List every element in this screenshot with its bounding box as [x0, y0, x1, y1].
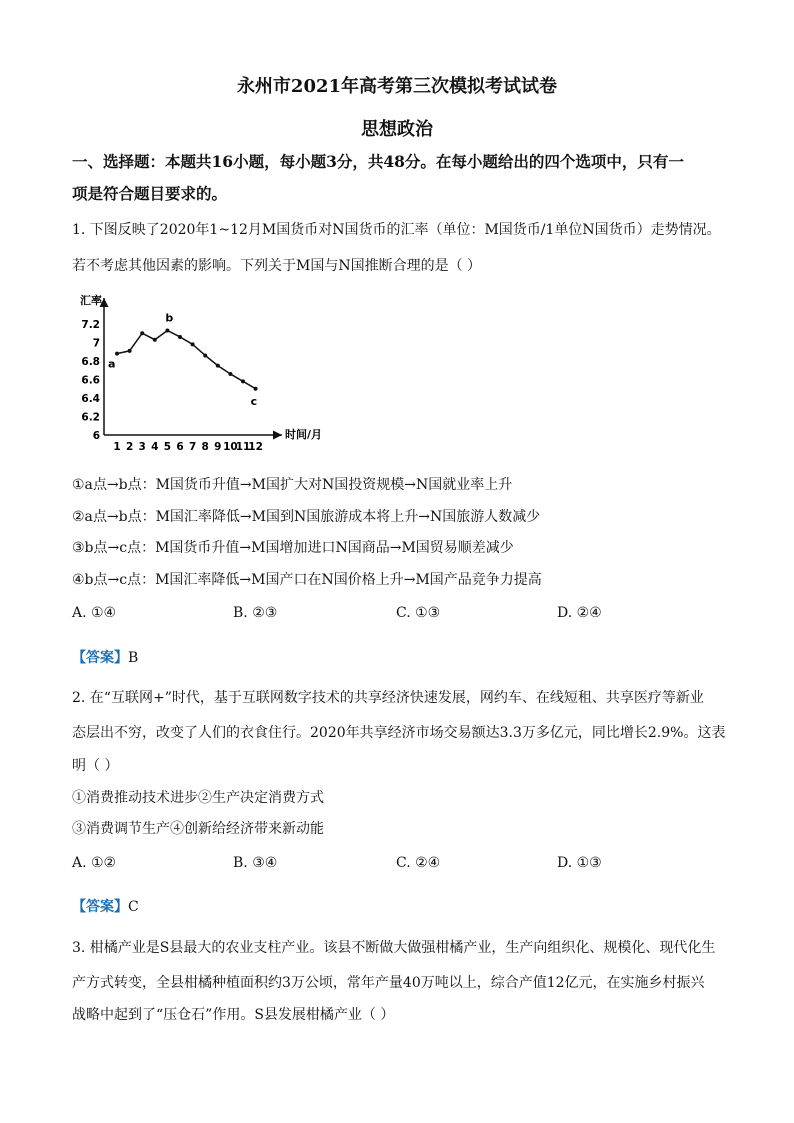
q1-item-3: ③b点→c点：M国货币升值→M国增加进口N国商品→M国贸易顺差减少	[72, 540, 514, 556]
point-label-c: c	[250, 394, 258, 408]
section-heading-line2: 项是符合题目要求的。	[72, 184, 228, 203]
data-point	[115, 352, 119, 356]
point-label-b: b	[165, 311, 174, 325]
q2-item-2: ③消费调节生产④创新给经济带来新动能	[72, 821, 324, 837]
q1-item-2: ②a点→b点：M国汇率降低→M国到N国旅游成本将上升→N国旅游人数减少	[72, 509, 541, 525]
y-tick-label: 6	[92, 430, 100, 442]
q2-answer	[72, 896, 139, 916]
data-point	[191, 342, 195, 346]
q2-stem-line1: 2. 在“互联网+”时代，基于互联网数字技术的共享经济快速发展，网约车、在线短租、共享医疗等新业	[72, 690, 704, 706]
q3-stem-line3: 战略中起到了“压仓石”作用。S县发展柑橘产业（ ）	[72, 1007, 395, 1023]
q1-option-b: B. ②③	[233, 605, 278, 621]
data-point	[203, 353, 207, 357]
data-point	[153, 338, 157, 342]
x-tick-label: 5	[163, 441, 172, 453]
data-point	[216, 364, 220, 368]
data-point	[128, 349, 132, 353]
x-tick-label: 7	[188, 441, 197, 453]
q2-stem-line3: 明（ ）	[72, 758, 119, 774]
answer-tag: 【答案】	[72, 899, 128, 915]
answer-tag: 【答案】	[72, 650, 128, 666]
x-tick-label: 12	[248, 441, 263, 453]
q1-option-a: A. ①④	[72, 605, 117, 621]
point-label-a: a	[108, 357, 116, 371]
y-tick-label: 7	[92, 337, 100, 350]
exam-title: 永州市2021年高考第三次模拟考试试卷	[236, 76, 558, 97]
x-tick-label: 3	[138, 441, 146, 453]
data-point	[178, 335, 182, 339]
series-line	[117, 330, 256, 388]
exchange-rate-chart	[72, 290, 362, 460]
q1-option-c: C. ①③	[396, 605, 441, 621]
data-point	[241, 379, 245, 383]
q1-item-1: ①a点→b点：M国货币升值→M国扩大对N国投资规模→N国就业率上升	[72, 477, 513, 493]
q2-option-c: C. ②④	[396, 855, 441, 871]
q3-stem-line1: 3. 柑橘产业是S县最大的农业支柱产业。该县不断做大做强柑橘产业，生产向组织化、规模化、现代化生	[72, 940, 716, 956]
data-point	[228, 372, 232, 376]
data-point	[254, 387, 258, 391]
x-tick-label: 2	[125, 441, 134, 453]
q1-answer	[72, 647, 138, 667]
q1-option-d: D. ②④	[557, 605, 602, 621]
x-tick-label: 8	[201, 441, 209, 453]
x-tick-label: 1	[113, 441, 121, 453]
q3-stem-line2: 产方式转变，全县柑橘种植面积约3万公顷，常年产量40万吨以上，综合产值12亿元，在实施乡村振兴	[72, 975, 705, 991]
y-tick-label: 6.4	[81, 393, 100, 405]
x-tick-label: 4	[151, 441, 159, 453]
data-point	[165, 328, 169, 332]
y-tick-label: 6.2	[81, 411, 100, 424]
q1-stem-line2: 若不考虑其他因素的影响。下列关于M国与N国推断合理的是（ ）	[72, 258, 482, 274]
x-tick-label: 9	[214, 441, 222, 453]
data-point	[140, 331, 144, 335]
subject-title: 思想政治	[361, 119, 433, 140]
x-tick-label: 6	[176, 441, 184, 453]
q2-item-1: ①消费推动技术进步②生产决定消费方式	[72, 790, 324, 806]
q2-option-b: B. ③④	[233, 855, 278, 871]
y-tick-label: 6.6	[81, 374, 100, 387]
answer-value: B	[128, 650, 139, 666]
q2-option-a: A. ①②	[72, 855, 117, 871]
q2-option-d: D. ①③	[557, 855, 602, 871]
x-tick-label: 11	[235, 441, 251, 453]
q1-item-4: ④b点→c点：M国汇率降低→M国产口在N国价格上升→M国产品竞争力提高	[72, 572, 542, 588]
y-tick-label: 7.2	[81, 319, 100, 331]
q1-stem-line1: 1. 下图反映了2020年1~12月M国货币对N国货币的汇率（单位：M国货币/1单位N国货币）走势情况。	[72, 222, 721, 238]
y-axis-label: 汇率	[80, 294, 102, 307]
x-axis-label: 时间/月	[285, 428, 323, 441]
y-tick-label: 6.8	[81, 356, 100, 368]
section-heading-line1: 一、选择题：本题共16小题，每小题3分，共48分。在每小题给出的四个选项中，只有一	[72, 152, 684, 171]
q2-stem-line2: 态层出不穷，改变了人们的衣食住行。2020年共享经济市场交易额达3.3万多亿元，同比增长2.9%。这表	[72, 725, 726, 741]
answer-value: C	[128, 899, 139, 915]
x-tick-label: 10	[223, 441, 238, 453]
